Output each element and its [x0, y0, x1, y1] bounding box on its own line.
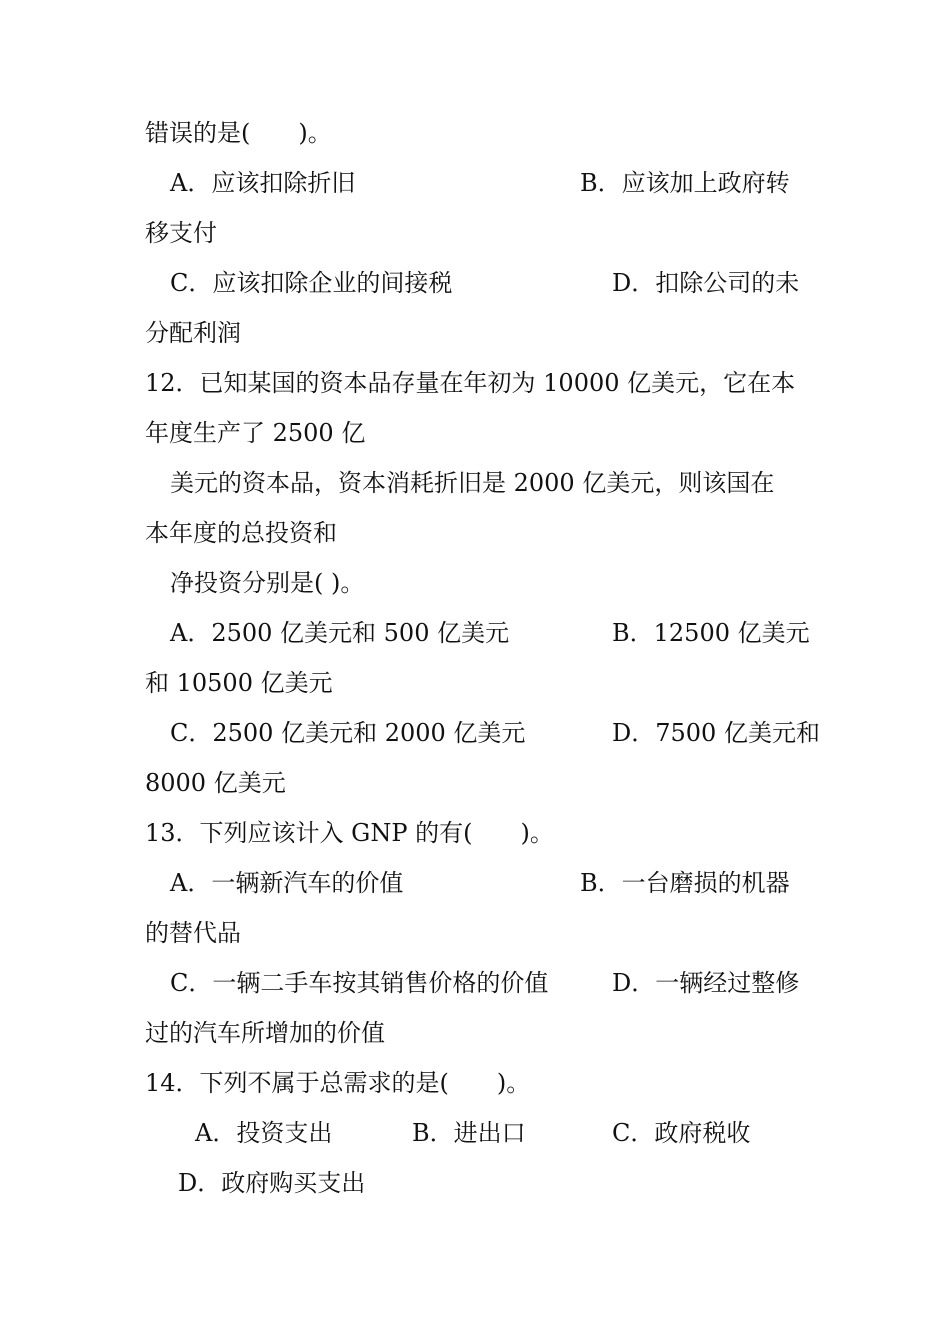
option-d: D．一辆经过整修 [612, 969, 800, 997]
option-b: B．12500 亿美元 [612, 619, 810, 647]
question-13: 13．下列应该计入 GNP 的有( )。 [145, 819, 554, 847]
option-a: A．2500 亿美元和 500 亿美元 [170, 619, 510, 647]
text-line: 过的汽车所增加的价值 [145, 1019, 385, 1047]
option-a: A．应该扣除折旧 [170, 169, 356, 197]
option-d: D．扣除公司的未 [612, 269, 800, 297]
text-line: 分配利润 [145, 319, 241, 347]
option-b: B．应该加上政府转 [580, 169, 790, 197]
text-line: 移支付 [145, 219, 217, 247]
text-line: 和 10500 亿美元 [145, 669, 333, 697]
option-c: C．应该扣除企业的间接税 [170, 269, 453, 297]
option-a: A．投资支出 [195, 1119, 333, 1147]
text-line: 美元的资本品，资本消耗折旧是 2000 亿美元，则该国在 [170, 469, 775, 497]
text-line: 的替代品 [145, 919, 241, 947]
option-c: C．2500 亿美元和 2000 亿美元 [170, 719, 526, 747]
option-d: D．7500 亿美元和 [612, 719, 820, 747]
question-12: 12．已知某国的资本品存量在年初为 10000 亿美元，它在本 [145, 369, 796, 397]
text-line: 8000 亿美元 [145, 769, 286, 797]
text-line: 净投资分别是( )。 [170, 569, 365, 597]
option-c: C．政府税收 [612, 1119, 751, 1147]
text-line: 年度生产了 2500 亿 [145, 419, 366, 447]
option-b: B．一台磨损的机器 [580, 869, 790, 897]
option-c: C．一辆二手车按其销售价格的价值 [170, 969, 549, 997]
option-a: A．一辆新汽车的价值 [170, 869, 404, 897]
question-14: 14．下列不属于总需求的是( )。 [145, 1069, 531, 1097]
text-line: 本年度的总投资和 [145, 519, 337, 547]
text-line: 错误的是( )。 [145, 119, 332, 147]
option-d: D．政府购买支出 [178, 1169, 366, 1197]
option-b: B．进出口 [412, 1119, 526, 1147]
